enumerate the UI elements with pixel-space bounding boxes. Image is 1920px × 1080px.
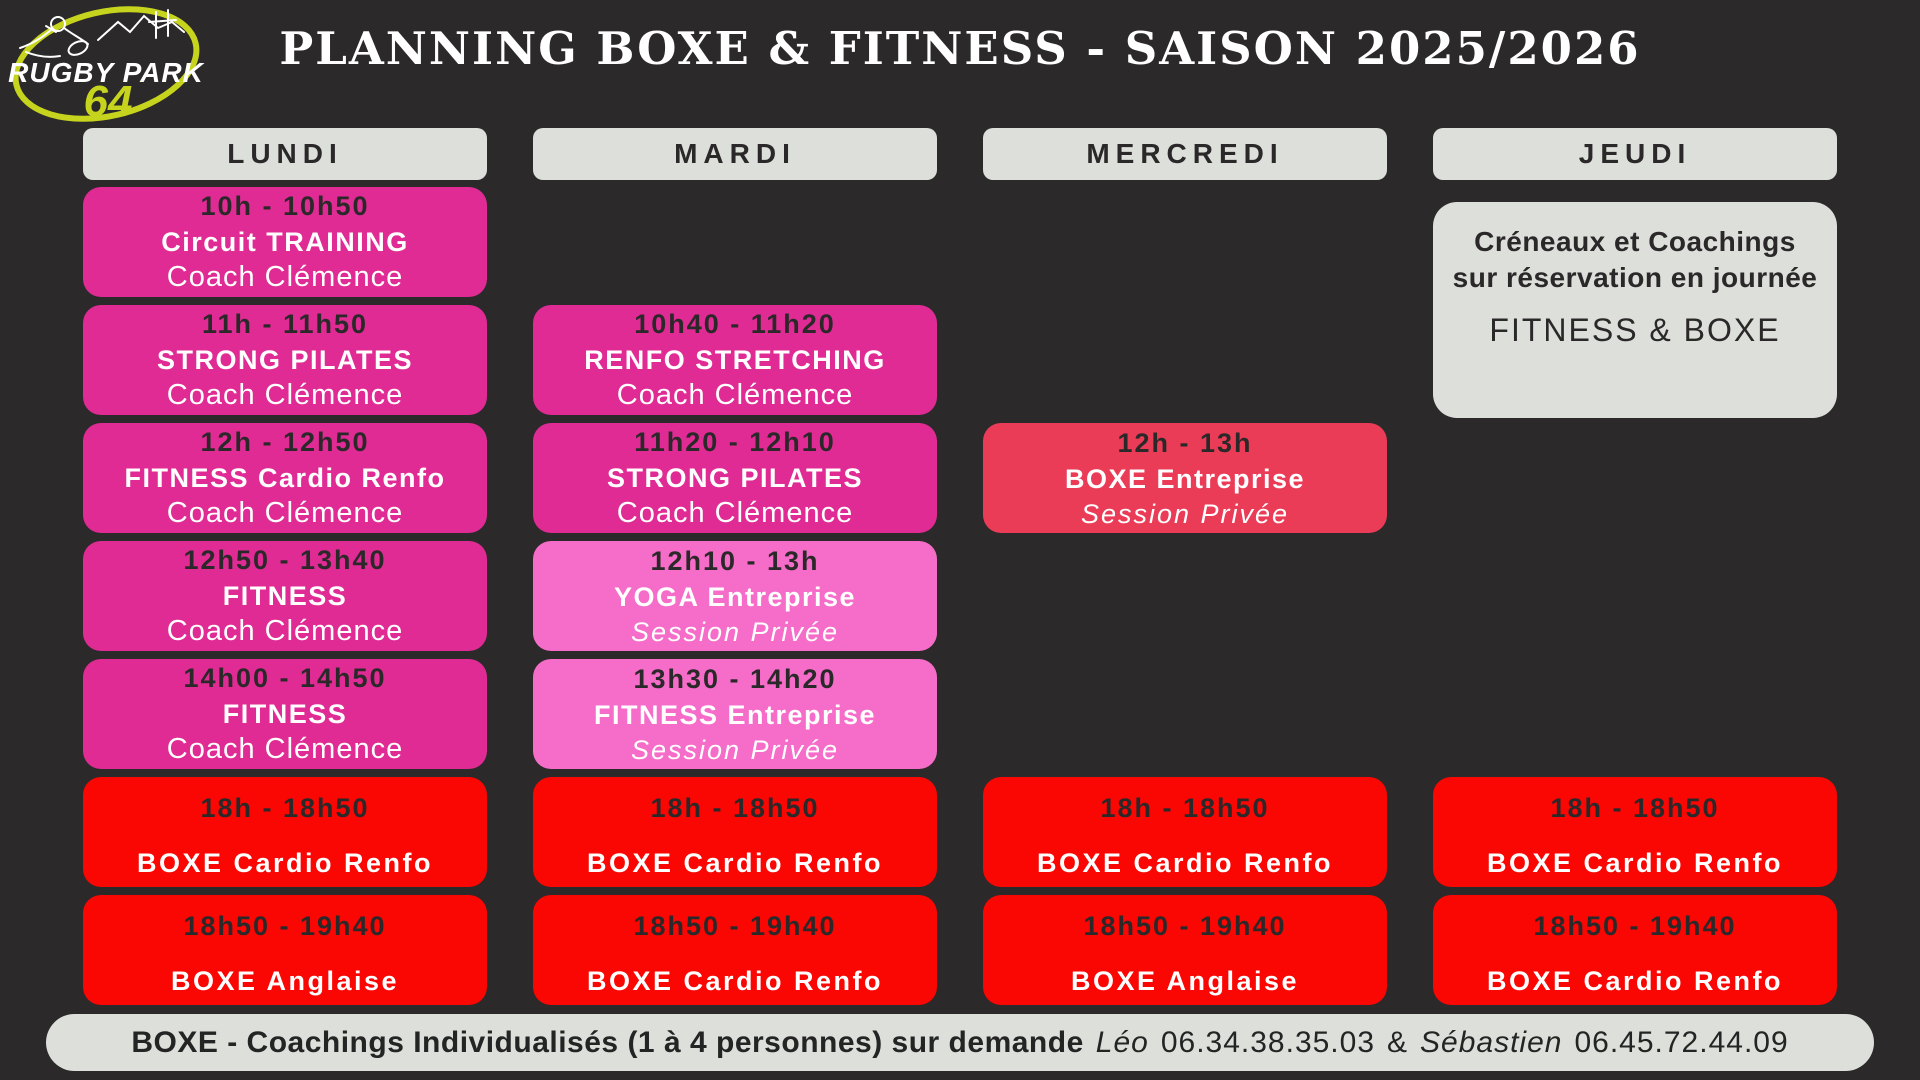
card-title: BOXE Cardio Renfo [1036,848,1334,878]
page-title: PLANNING BOXE & FITNESS - SAISON 2025/2026 [279,22,1641,75]
card-title: FITNESS [222,581,348,611]
card-time: 18h - 18h50 [1100,793,1270,823]
card-time: 18h - 18h50 [1550,793,1720,823]
card-coach: Coach Clémence [166,615,404,647]
card-title: RENFO STRETCHING [584,345,886,375]
card-title: BOXE Cardio Renfo [1486,848,1784,878]
class-card-mercredi-boxe-anglaise [983,895,1387,1005]
class-card-jeudi-boxe-cardio-renfo-1 [1433,777,1837,887]
day-header-mercredi: MERCREDI [983,128,1387,180]
card-title: BOXE Cardio Renfo [586,966,884,996]
card-session: Session Privée [630,734,840,765]
rugby-park-logo-graphic [6,2,206,127]
card-title: Circuit TRAINING [161,227,409,257]
footer-ampersand: & [1387,1025,1409,1059]
card-time: 12h50 - 13h40 [183,545,387,575]
card-session: Session Privée [630,616,840,647]
info-card-subtext: FITNESS & BOXE [1489,312,1781,348]
logo-number-text: 64 [83,77,133,126]
card-coach: Coach Clémence [166,261,404,293]
class-card-lundi-boxe-anglaise [83,895,487,1005]
card-coach: Coach Clémence [166,379,404,411]
footer-bold-text: BOXE - Coachings Individualisés (1 à 4 personnes) sur demande [131,1025,1084,1059]
class-card-mardi-fitness-entreprise [533,659,937,769]
card-time: 18h - 18h50 [200,793,370,823]
class-card-lundi-fitness-cardio-renfo [83,423,487,533]
card-time: 18h50 - 19h40 [1533,911,1737,941]
card-time: 18h50 - 19h40 [1083,911,1287,941]
card-title: FITNESS [222,699,348,729]
logo-name-text: RUGBY PARK [8,57,204,88]
day-header-lundi: LUNDI [83,128,487,180]
card-coach: Coach Clémence [616,379,854,411]
info-card-text: Créneaux et Coachings sur réservation en journée [1452,226,1818,293]
card-session: Session Privée [1080,498,1290,529]
card-coach: Coach Clémence [616,497,854,529]
class-card-mardi-renfo-stretching [533,305,937,415]
rugby-park-logo [6,2,206,127]
class-card-mercredi-boxe-entreprise [983,423,1387,533]
class-card-lundi-boxe-cardio-renfo [83,777,487,887]
card-title: BOXE Cardio Renfo [586,848,884,878]
card-title: BOXE Entreprise [1064,463,1306,494]
card-time: 11h - 11h50 [201,309,369,339]
card-time: 12h - 13h [1117,427,1253,458]
class-card-mercredi-boxe-cardio-renfo [983,777,1387,887]
class-card-mardi-strong-pilates [533,423,937,533]
card-coach: Coach Clémence [166,497,404,529]
card-title: BOXE Anglaise [170,966,400,996]
card-time: 13h30 - 14h20 [633,663,837,694]
card-title: BOXE Cardio Renfo [136,848,434,878]
card-title: FITNESS Entreprise [593,699,877,730]
footer-coach-name-sebastien: Sébastien [1420,1025,1563,1059]
class-card-mardi-boxe-cardio-renfo-1 [533,777,937,887]
card-time: 10h40 - 11h20 [634,309,836,339]
class-card-lundi-fitness-2 [83,659,487,769]
card-time: 18h - 18h50 [650,793,820,823]
card-time: 11h20 - 12h10 [634,427,836,457]
class-card-lundi-fitness-1 [83,541,487,651]
jeudi-reservation-info-card [1433,202,1837,418]
card-time: 14h00 - 14h50 [183,663,387,693]
card-coach: Coach Clémence [166,733,404,765]
footer-phone-leo: 06.34.38.35.03 [1160,1025,1376,1059]
footer-coaching-bar [46,1014,1874,1071]
card-time: 18h50 - 19h40 [183,911,387,941]
footer-coach-name-leo: Léo [1095,1025,1149,1059]
card-title: FITNESS Cardio Renfo [124,463,446,493]
card-title: BOXE Anglaise [1070,966,1300,996]
class-card-lundi-circuit-training [83,187,487,297]
day-header-mardi: MARDI [533,128,937,180]
class-card-jeudi-boxe-cardio-renfo-2 [1433,895,1837,1005]
class-card-lundi-strong-pilates [83,305,487,415]
card-time: 12h10 - 13h [650,545,820,576]
footer-phone-sebastien: 06.45.72.44.09 [1574,1025,1789,1059]
logo-sketch-player-mountains-posts [20,10,184,58]
day-header-jeudi: JEUDI [1433,128,1837,180]
card-time: 10h - 10h50 [200,191,370,221]
class-card-mardi-boxe-cardio-renfo-2 [533,895,937,1005]
card-time: 18h50 - 19h40 [633,911,837,941]
card-time: 12h - 12h50 [200,427,370,457]
card-title: YOGA Entreprise [613,581,857,612]
class-card-mardi-yoga-entreprise [533,541,937,651]
card-title: BOXE Cardio Renfo [1486,966,1784,996]
card-title: STRONG PILATES [606,463,863,493]
card-title: STRONG PILATES [156,345,413,375]
